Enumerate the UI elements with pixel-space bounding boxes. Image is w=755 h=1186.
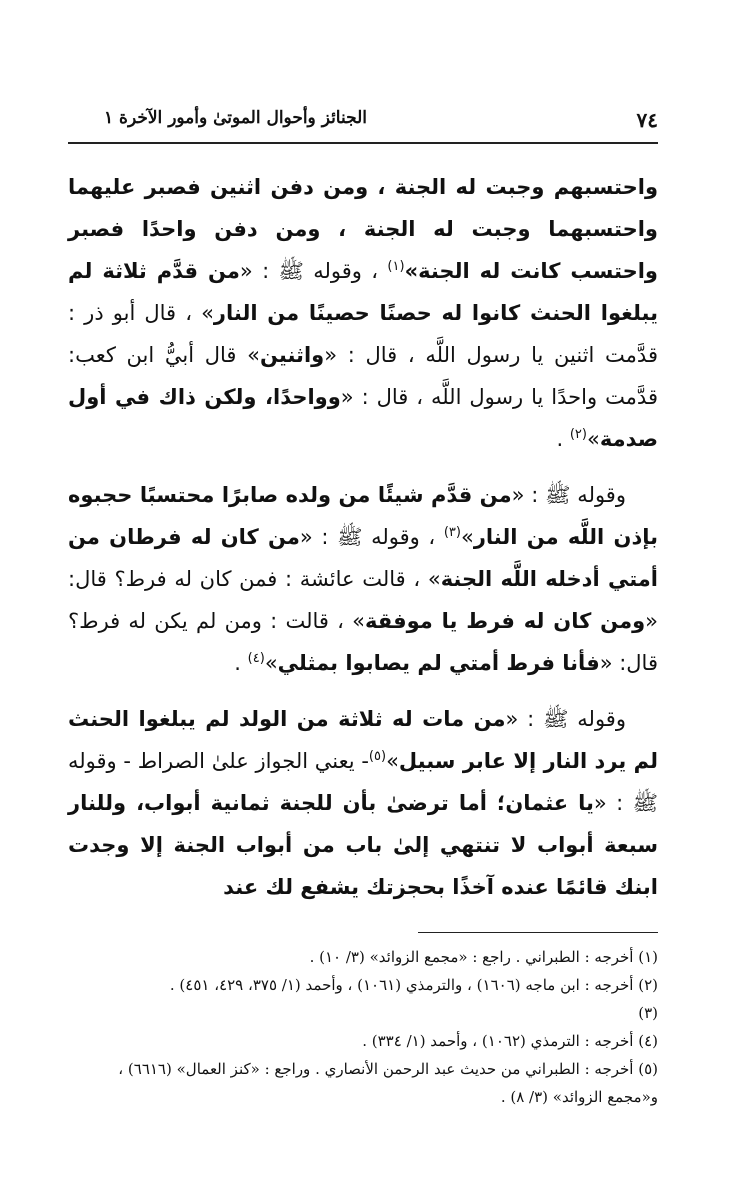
- hadith-text: من قدَّم شيئًا من ولده صابرًا محتسبًا حجبوه بإذن اللَّه من النار: [68, 483, 658, 549]
- narration-text: - يعني الجواز علىٰ الصراط - وقوله ﷺ : «: [68, 749, 658, 815]
- main-text: [68, 166, 658, 908]
- hadith-text: من قدَّم ثلاثة لم يبلغوا الحنث كانوا له حصنًا حصينًا من النار: [68, 259, 658, 325]
- narration-text: .: [234, 651, 241, 675]
- narration-text: »: [264, 651, 278, 675]
- book-page: [68, 100, 658, 1111]
- paragraph-2: [68, 474, 658, 684]
- narration-text: وقوله ﷺ : «: [505, 707, 626, 731]
- narration-text: وقوله ﷺ : «: [511, 483, 626, 507]
- footnote-marker: (٢): [569, 427, 587, 442]
- footnote-marker: (١): [387, 259, 405, 274]
- footnotes: [68, 943, 658, 1111]
- hadith-text: فأنا فرط أمتي لم يصابوا بمثلي: [277, 651, 600, 675]
- page-header: [68, 100, 658, 140]
- narration-text: »: [586, 427, 600, 451]
- header-divider: [68, 142, 658, 144]
- footnote-2: (٢) أخرجه : ابن ماجه (١٦٠٦) ، والترمذي (١٠٦١) ، وأحمد (١/ ٣٧٥، ٤٢٩، ٤٥١) .: [169, 976, 658, 994]
- narration-text: » ، قال أبو ذر : قدَّمت اثنين يا رسول اللَّه ، قال : «: [68, 301, 658, 367]
- footnote-3: (٣): [638, 1004, 658, 1022]
- hadith-text: ومن كان له فرط يا موفقة: [365, 609, 646, 633]
- hadith-text: وواحدًا، ولكن ذاك في أول صدمة: [68, 385, 658, 451]
- narration-text: » ، قالت : ومن لم يكن له فرط؟ قال: «: [68, 609, 658, 675]
- hadith-text: واحتسبهم وجبت له الجنة ، ومن دفن اثنين فصبر عليهما واحتسبهما وجبت له الجنة ، ومن دفن واحدًا فصبر واحتسب كانت له الجنة»: [68, 175, 658, 283]
- footnote-5: (٥) أخرجه : الطبراني من حديث عبد الرحمن الأنصاري . وراجع : «كنز العمال» (٦٦١٦) ، و«مجمع الزوائد» (٣/ ٨) .: [118, 1060, 658, 1106]
- narration-text: ، وقوله ﷺ : «: [239, 259, 379, 283]
- hadith-text: من كان له فرطان من أمتي أدخله اللَّه الجنة: [68, 525, 658, 591]
- footnote-marker: (٣): [443, 525, 461, 540]
- footnote-marker: (٥): [368, 749, 387, 764]
- narration-text: »: [386, 749, 399, 773]
- running-title: الجنائز وأحوال الموتىٰ وأمور الآخرة ١: [104, 108, 367, 128]
- footnote-marker: (٤): [247, 651, 265, 666]
- narration-text: »: [460, 525, 474, 549]
- narration-text: .: [556, 427, 564, 451]
- footnote-4: (٤) أخرجه : الترمذي (١٠٦٢) ، وأحمد (١/ ٣٣٤) .: [362, 1032, 658, 1050]
- hadith-text: واثنين: [260, 343, 325, 367]
- footnote-divider: [418, 932, 658, 933]
- narration-text: » ، قالت عائشة : فمن كان له فرط؟ قال: «: [68, 567, 658, 633]
- narration-text: ، وقوله ﷺ : «: [299, 525, 436, 549]
- page-number: ٧٤: [636, 108, 658, 132]
- hadith-text: يا عثمان؛ أما ترضىٰ بأن للجنة ثمانية أبواب، وللنار سبعة أبواب لا تنتهي إلىٰ باب من أبواب الجنة إلا وجدت ابنك قائمًا عنده آخذًا بحجزتك يشفع لك عند: [68, 791, 658, 899]
- paragraph-3: [68, 698, 658, 908]
- footnote-1: (١) أخرجه : الطبراني . راجع : «مجمع الزوائد» (٣/ ١٠) .: [309, 948, 658, 966]
- hadith-text: من مات له ثلاثة من الولد لم يبلغوا الحنث لم يرد النار إلا عابر سبيل: [68, 707, 659, 773]
- paragraph-1: [68, 166, 658, 460]
- narration-text: » قال أبيُّ ابن كعب: قدَّمت واحدًا يا رسول اللَّه ، قال : «: [68, 343, 658, 409]
